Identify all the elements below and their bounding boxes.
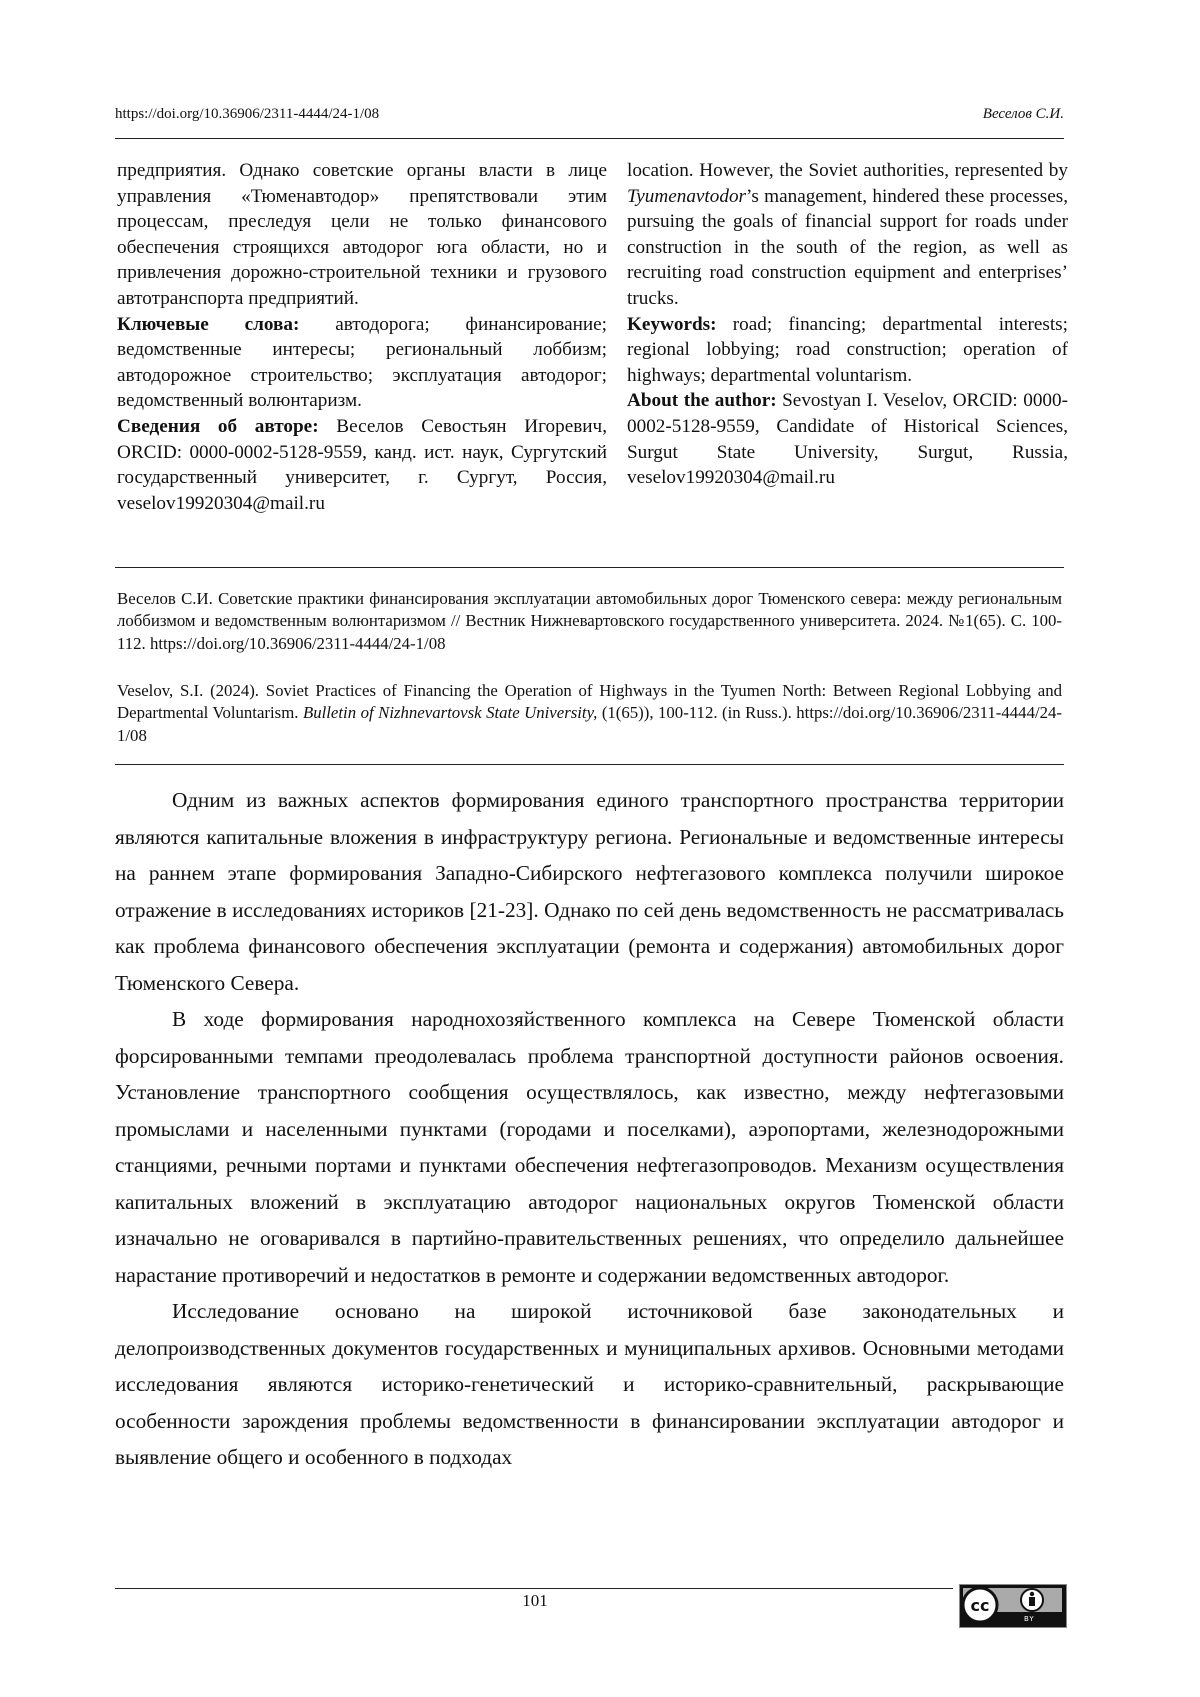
abstract-en-part-1: location. However, the Soviet authorities, represented by <box>627 160 1068 181</box>
body-paragraph-1: Одним из важных аспектов формирования единого транспортного пространства территории являются капитальные вложения в инфраструктуру региона. Региональные и ведомственные интересы на раннем этапе формирования Западно-Сибирского нефтегазового комплекса получили широкое отражение в исследованиях историков [21-23]. Однако по сей день ведомственность не рассматривалась как проблема финансового обеспечения эксплуатации (ремонта и содержания) автомобильных дорог Тюменского Севера. <box>115 788 1064 995</box>
keywords-ru-text: автодорога; финансирование; ведомственные интересы; региональный лоббизм; автодорожное строительство; эксплуатация автодорог; ведомственный волюнтаризм. <box>117 313 607 412</box>
author-info-en-text: Sevostyan I. Veselov, ORCID: 0000-0002-5128-9559, Candidate of Historical Sciences, Surgut State University, Surgut, Russia, veselov19920304@mail.ru <box>627 390 1069 489</box>
abstract-ru-text: предприятия. Однако советские органы власти в лице управления «Тюменавтодор» препятствовали этим процессам, преследуя цели не только финансового обеспечения строящихся автодорог юга области, но и привлечения дорожно-строительной техники и грузового автотранспорта предприятий. <box>117 160 607 309</box>
abstract-ru <box>117 158 607 516</box>
keywords-en-text: road; financing; departmental interests; regional lobbying; road construction; operation of highways; departmental voluntarism. <box>627 313 1068 386</box>
cc-logo-icon <box>960 1585 1065 1626</box>
author-info-ru-text: Веселов Севостьян Игоревич, ORCID: 0000-0002-5128-9559, канд. ист. наук, Сургутский государственный университет, г. Сургут, Россия, veselov19920304@mail.ru <box>117 415 607 514</box>
author-info-en-label: About the author: <box>627 390 777 412</box>
citation-box <box>115 567 1064 765</box>
abstract-columns <box>117 158 1067 548</box>
cc-by-label: BY <box>1024 1615 1035 1623</box>
citation-en-part-1: Veselov, S.I. (2024). Soviet Practices of Financing the Operation of Highways in the Tyumen North: Between Regional Lobbying and Departmental Voluntarism. <box>117 681 1062 723</box>
header-author: Веселов С.И. <box>982 106 1064 122</box>
citation-ru: Веселов С.И. Советские практики финансирования эксплуатации автомобильных дорог Тюменского севера: между региональным лоббизмом и ведомственным волюнтаризмом // Вестник Нижневартовского государственного университета. 2024. №1(65). С. 100-112. https://doi.org/10.36906/2311-4444/24-1/08 <box>117 589 1062 653</box>
footer-divider <box>115 1588 953 1589</box>
keywords-en-label: Keywords: <box>627 313 717 335</box>
abstract-en-text <box>627 158 1068 312</box>
author-info-en <box>627 388 1068 490</box>
keywords-en <box>627 312 1068 389</box>
cc-by-icon <box>959 1584 1067 1628</box>
page-number: 101 <box>522 1591 548 1610</box>
svg-text:cc: cc <box>970 1596 990 1615</box>
keywords-ru <box>117 312 607 414</box>
abstract-en-part-2: ’s management, hindered these processes, pursuing the goals of financial support for roads under construction in the south of the region, as well as recruiting road construction equipment and enterprises’ trucks. <box>627 185 1068 309</box>
citation-en <box>117 680 1062 747</box>
keywords-ru-label: Ключевые слова: <box>117 313 300 335</box>
citation-en-journal: Bulletin of Nizhnevartovsk State University, <box>302 703 598 723</box>
author-info-ru <box>117 414 607 516</box>
main-text <box>115 782 1064 1476</box>
page-header <box>115 104 1064 139</box>
abstract-en-italic: Tyumenavtodor <box>627 185 747 207</box>
citation-en-part-2: (1(65)), 100-112. (in Russ.). https://doi.org/10.36906/2311-4444/24-1/08 <box>117 703 1062 745</box>
author-info-ru-label: Сведения об авторе: <box>117 415 319 437</box>
abstract-en <box>627 158 1068 491</box>
body-paragraph-2: В ходе формирования народнохозяйственного комплекса на Севере Тюменской области форсированными темпами преодолевалась проблема транспортной доступности районов освоения. Установление транспортного сообщения осуществлялось, как известно, между нефтегазовыми промыслами и населенными пунктами (городами и поселками), аэропортами, железнодорожными станциями, речными портами и пунктами обеспечения нефтегазопроводов. Механизм осуществления капитальных вложений в эксплуатацию автодорог национальных округов Тюменской области изначально не оговаривался в партийно-правительственных решениях, что определило дальнейшее нарастание противоречий и недостатков в ремонте и содержании ведомственных автодорог. <box>115 1007 1064 1287</box>
body-paragraph-3: Исследование основано на широкой источниковой базе законодательных и делопроизводственных документов государственных и муниципальных архивов. Основными методами исследования являются историко-генетический и историко-сравнительный, раскрывающие особенности зарождения проблемы ведомственности в финансировании эксплуатации автодорог и выявление общего и особенного в подходах <box>115 1299 1064 1469</box>
header-doi[interactable]: https://doi.org/10.36906/2311-4444/24-1/08 <box>115 106 380 122</box>
